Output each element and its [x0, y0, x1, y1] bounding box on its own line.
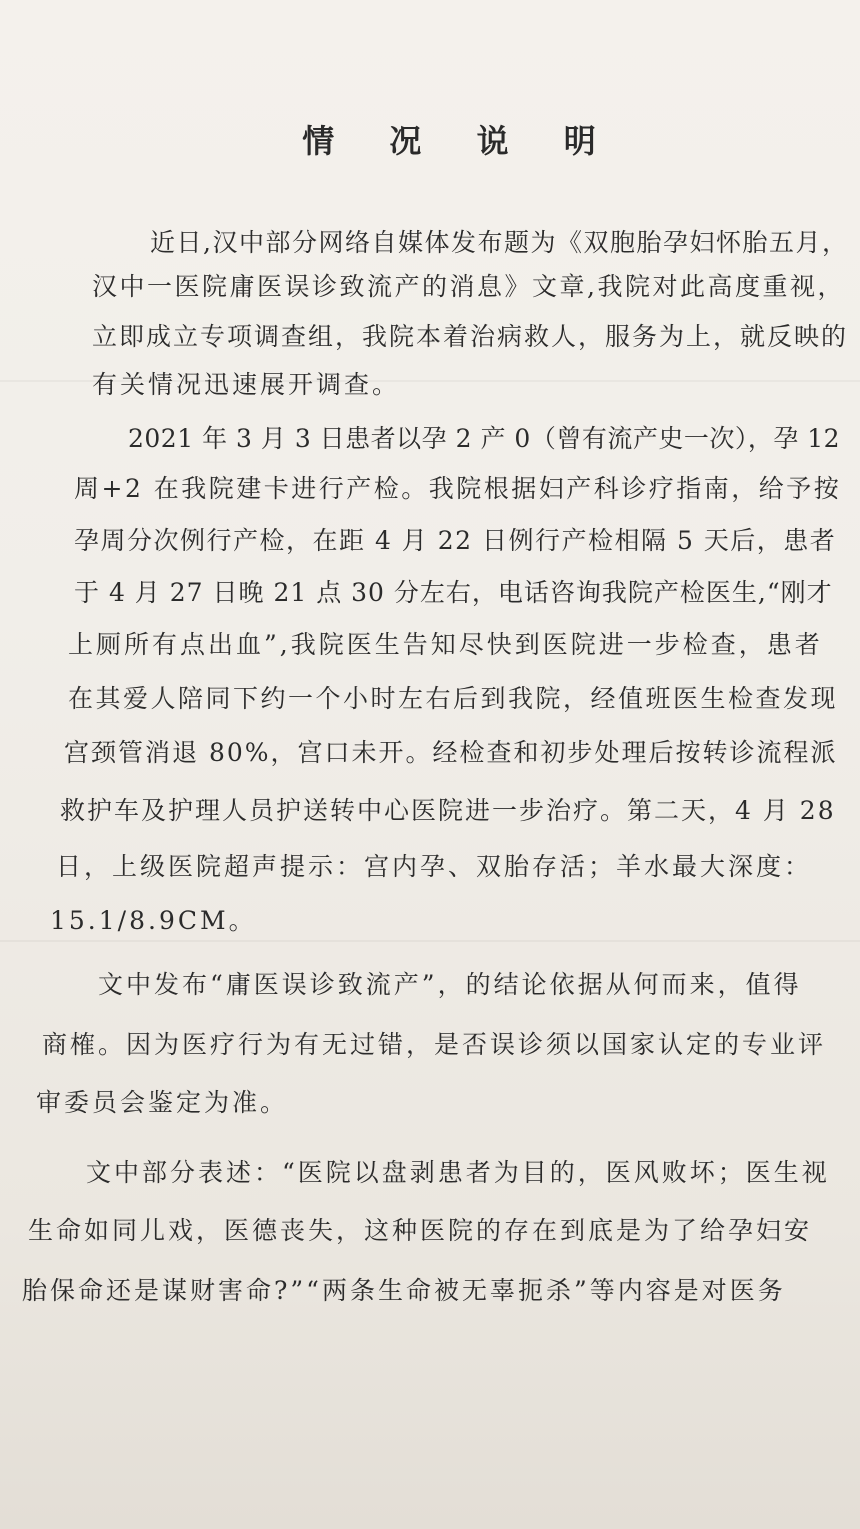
paragraph-line: 2021 年 3 月 3 日患者以孕 2 产 0（曾有流产史一次），孕 12 — [128, 424, 841, 453]
paragraph-line: 文中发布“庸医误诊致流产”，的结论依据从何而来，值得 — [98, 970, 802, 999]
paragraph-line: 宫颈管消退 80%，宫口未开。经检查和初步处理后按转诊流程派 — [64, 738, 838, 767]
paragraph-line: 近日,汉中部分网络自媒体发布题为《双胞胎孕妇怀胎五月， — [150, 228, 849, 257]
paragraph-line: 孕周分次例行产检，在距 4 月 22 日例行产检相隔 5 天后，患者 — [74, 526, 837, 555]
paragraph-line: 15.1/8.9CM。 — [50, 906, 257, 935]
paragraph-line: 有关情况迅速展开调查。 — [92, 370, 401, 399]
paragraph-line: 生命如同儿戏，医德丧失，这种医院的存在到底是为了给孕妇安 — [28, 1216, 813, 1245]
paragraph-line: 救护车及护理人员护送转中心医院进一步治疗。第二天，4 月 28 — [60, 796, 836, 825]
paragraph-line: 文中部分表述：“医院以盘剥患者为目的，医风败坏；医生视 — [86, 1158, 830, 1187]
paragraph-line: 胎保命还是谋财害命?”“两条生命被无辜扼杀”等内容是对医务 — [22, 1276, 786, 1305]
paragraph-line: 汉中一医院庸医误诊致流产的消息》文章,我院对此高度重视， — [92, 272, 845, 301]
paragraph-line: 上厕所有点出血”,我院医生告知尽快到医院进一步检查，患者 — [68, 630, 823, 659]
paragraph-line: 立即成立专项调查组，我院本着治病救人，服务为上，就反映的 — [92, 322, 849, 351]
paragraph-line: 在其爱人陪同下约一个小时左右后到我院，经值班医生检查发现 — [68, 684, 839, 713]
paragraph-line: 周+2 在我院建卡进行产检。我院根据妇产科诊疗指南，给予按 — [74, 474, 842, 503]
paragraph-line: 于 4 月 27 日晚 21 点 30 分左右，电话咨询我院产检医生,“刚才 — [74, 578, 833, 607]
paper-fold — [0, 940, 860, 942]
document-title: 情 况 说 明 — [302, 122, 618, 160]
paragraph-line: 审委员会鉴定为准。 — [36, 1088, 289, 1117]
paragraph-line: 日，上级医院超声提示：宫内孕、双胎存活；羊水最大深度： — [56, 852, 813, 881]
paragraph-line: 商榷。因为医疗行为有无过错，是否误诊须以国家认定的专业评 — [42, 1030, 827, 1059]
